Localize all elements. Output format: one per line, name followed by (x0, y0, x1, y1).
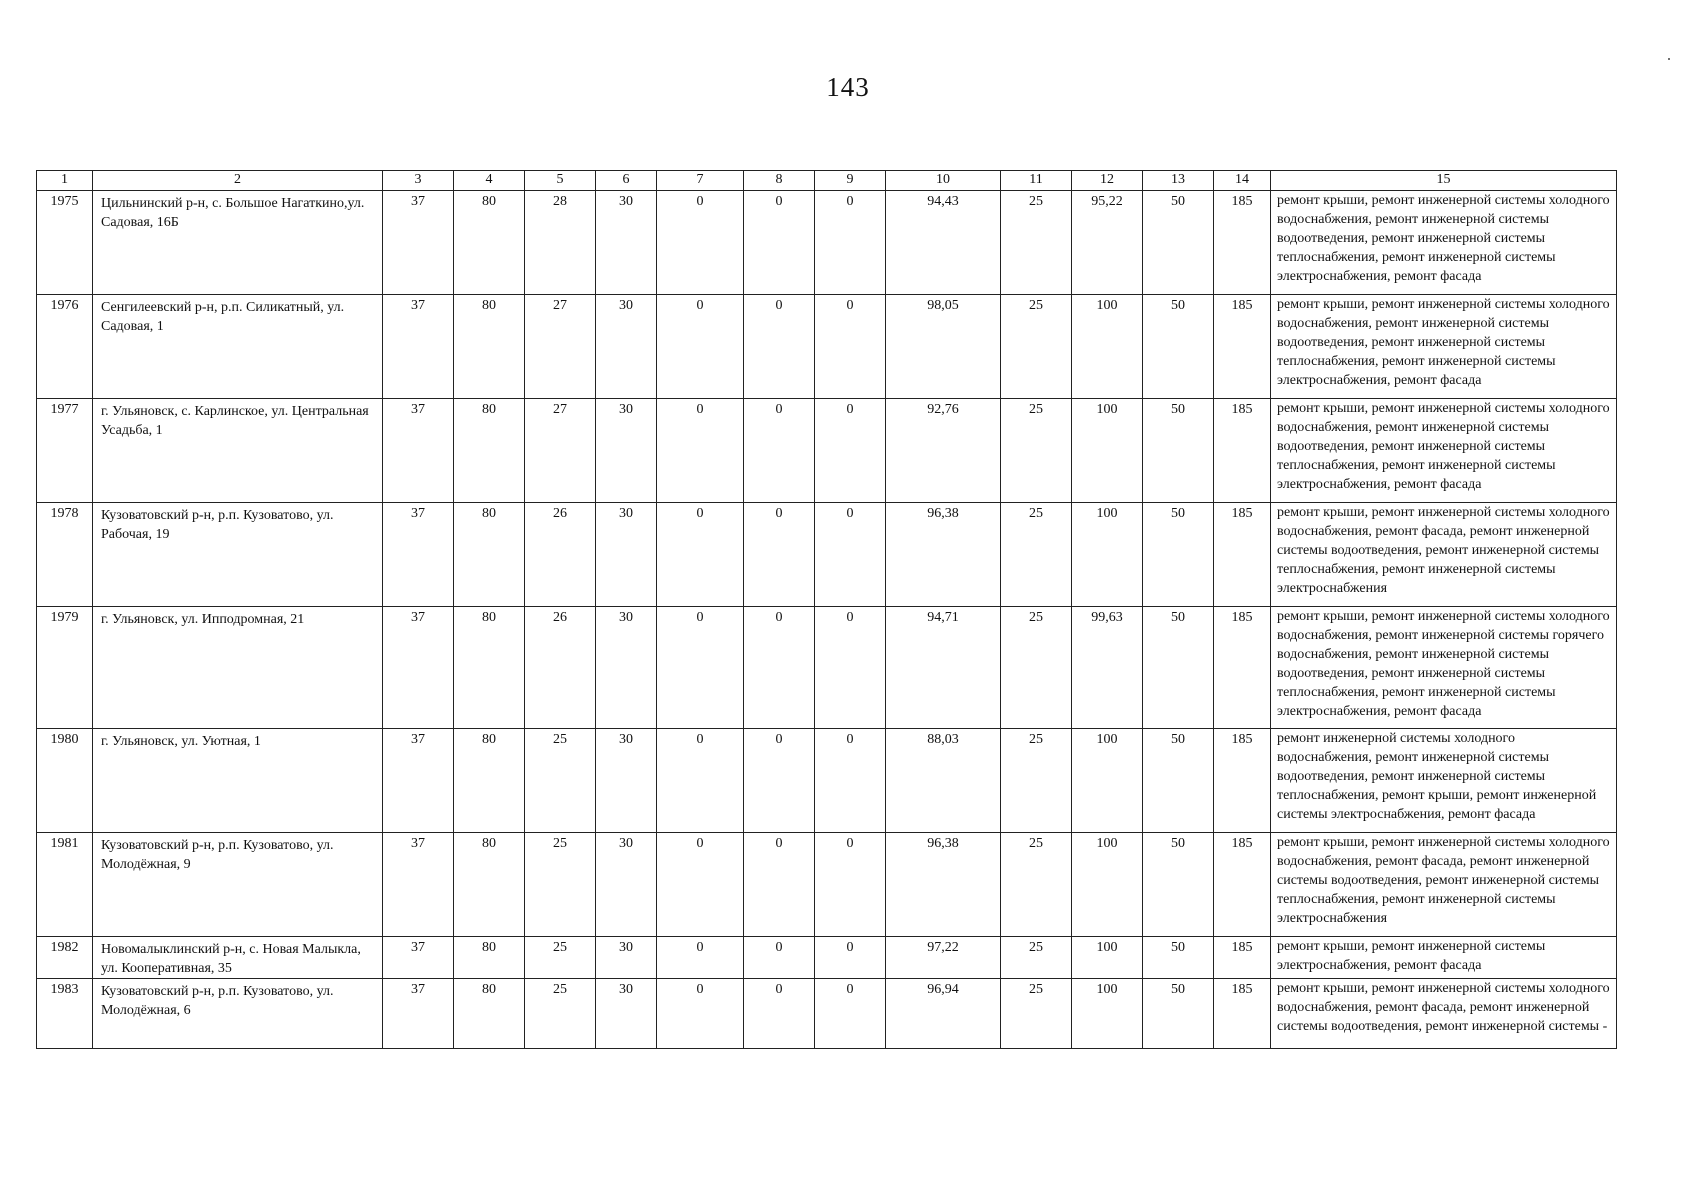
cell-c9: 0 (815, 503, 886, 607)
cell-c14: 185 (1214, 399, 1271, 503)
cell-row-number: 1977 (37, 399, 93, 503)
cell-c14: 185 (1214, 191, 1271, 295)
table-row (37, 607, 1617, 729)
scan-speck (1668, 58, 1670, 60)
cell-c6: 30 (596, 191, 657, 295)
cell-c12: 95,22 (1072, 191, 1143, 295)
cell-c13: 50 (1143, 191, 1214, 295)
cell-c9: 0 (815, 937, 886, 979)
column-header-10: 10 (886, 171, 1001, 191)
cell-c14: 185 (1214, 295, 1271, 399)
cell-c7: 0 (657, 399, 744, 503)
cell-c3: 37 (383, 295, 454, 399)
cell-c10: 96,38 (886, 503, 1001, 607)
cell-c7: 0 (657, 937, 744, 979)
column-header-7: 7 (657, 171, 744, 191)
cell-c9: 0 (815, 607, 886, 729)
cell-c14: 185 (1214, 937, 1271, 979)
cell-c11: 25 (1001, 399, 1072, 503)
column-header-1: 1 (37, 171, 93, 191)
cell-c5: 25 (525, 729, 596, 833)
cell-c6: 30 (596, 937, 657, 979)
cell-c8: 0 (744, 191, 815, 295)
cell-c6: 30 (596, 729, 657, 833)
cell-address: Сенгилеевский р-н, р.п. Силикатный, ул. Садовая, 1 (93, 295, 383, 399)
cell-c7: 0 (657, 833, 744, 937)
column-header-13: 13 (1143, 171, 1214, 191)
cell-address: Новомалыклинский р-н, с. Новая Малыкла, ул. Кооперативная, 35 (93, 937, 383, 979)
cell-row-number: 1978 (37, 503, 93, 607)
cell-c12: 99,63 (1072, 607, 1143, 729)
cell-work-types: ремонт крыши, ремонт инженерной системы холодного водоснабжения, ремонт инженерной системы водоотведения, ремонт инженерной системы теплоснабжения, ремонт инженерной системы электроснабжения, ремонт фасада (1271, 399, 1617, 503)
cell-work-types: ремонт крыши, ремонт инженерной системы холодного водоснабжения, ремонт фасада, ремонт инженерной системы водоотведения, ремонт инженерной системы - (1271, 979, 1617, 1049)
cell-c12: 100 (1072, 295, 1143, 399)
column-header-12: 12 (1072, 171, 1143, 191)
cell-c5: 27 (525, 295, 596, 399)
cell-c6: 30 (596, 607, 657, 729)
cell-c13: 50 (1143, 937, 1214, 979)
cell-c12: 100 (1072, 399, 1143, 503)
cell-row-number: 1976 (37, 295, 93, 399)
cell-c9: 0 (815, 979, 886, 1049)
cell-c11: 25 (1001, 729, 1072, 833)
cell-c8: 0 (744, 607, 815, 729)
cell-c10: 96,38 (886, 833, 1001, 937)
cell-c14: 185 (1214, 729, 1271, 833)
cell-c9: 0 (815, 399, 886, 503)
cell-c10: 88,03 (886, 729, 1001, 833)
cell-c3: 37 (383, 503, 454, 607)
table-body (37, 191, 1617, 1049)
column-header-11: 11 (1001, 171, 1072, 191)
cell-c3: 37 (383, 191, 454, 295)
cell-c9: 0 (815, 729, 886, 833)
cell-c9: 0 (815, 833, 886, 937)
cell-c8: 0 (744, 503, 815, 607)
cell-c4: 80 (454, 937, 525, 979)
cell-c12: 100 (1072, 833, 1143, 937)
column-header-6: 6 (596, 171, 657, 191)
cell-c12: 100 (1072, 503, 1143, 607)
cell-c11: 25 (1001, 979, 1072, 1049)
cell-work-types: ремонт крыши, ремонт инженерной системы холодного водоснабжения, ремонт инженерной системы водоотведения, ремонт инженерной системы теплоснабжения, ремонт инженерной системы электроснабжения, ремонт фасада (1271, 295, 1617, 399)
cell-c8: 0 (744, 833, 815, 937)
cell-c7: 0 (657, 295, 744, 399)
table-row (37, 937, 1617, 979)
capital-repair-table (36, 170, 1617, 1049)
cell-c7: 0 (657, 729, 744, 833)
cell-c3: 37 (383, 937, 454, 979)
cell-c6: 30 (596, 833, 657, 937)
cell-c13: 50 (1143, 833, 1214, 937)
cell-c8: 0 (744, 729, 815, 833)
cell-work-types: ремонт крыши, ремонт инженерной системы электроснабжения, ремонт фасада (1271, 937, 1617, 979)
cell-row-number: 1975 (37, 191, 93, 295)
cell-c11: 25 (1001, 937, 1072, 979)
cell-c4: 80 (454, 833, 525, 937)
cell-c5: 27 (525, 399, 596, 503)
cell-work-types: ремонт крыши, ремонт инженерной системы холодного водоснабжения, ремонт инженерной системы водоотведения, ремонт инженерной системы теплоснабжения, ремонт инженерной системы электроснабжения, ремонт фасада (1271, 191, 1617, 295)
cell-c5: 25 (525, 833, 596, 937)
cell-c10: 97,22 (886, 937, 1001, 979)
cell-c9: 0 (815, 191, 886, 295)
cell-c10: 92,76 (886, 399, 1001, 503)
cell-c4: 80 (454, 399, 525, 503)
cell-c10: 94,43 (886, 191, 1001, 295)
column-header-5: 5 (525, 171, 596, 191)
cell-c8: 0 (744, 979, 815, 1049)
cell-c13: 50 (1143, 399, 1214, 503)
cell-c13: 50 (1143, 729, 1214, 833)
cell-address: г. Ульяновск, ул. Уютная, 1 (93, 729, 383, 833)
cell-c3: 37 (383, 607, 454, 729)
column-header-2: 2 (93, 171, 383, 191)
cell-address: г. Ульяновск, ул. Ипподромная, 21 (93, 607, 383, 729)
cell-address: Кузоватовский р-н, р.п. Кузоватово, ул. Молодёжная, 6 (93, 979, 383, 1049)
cell-work-types: ремонт крыши, ремонт инженерной системы холодного водоснабжения, ремонт фасада, ремонт инженерной системы водоотведения, ремонт инженерной системы теплоснабжения, ремонт инженерной системы электроснабжения (1271, 833, 1617, 937)
cell-c12: 100 (1072, 729, 1143, 833)
cell-c11: 25 (1001, 833, 1072, 937)
cell-c13: 50 (1143, 607, 1214, 729)
cell-c12: 100 (1072, 937, 1143, 979)
cell-c12: 100 (1072, 979, 1143, 1049)
cell-c5: 28 (525, 191, 596, 295)
cell-c8: 0 (744, 937, 815, 979)
cell-address: Кузоватовский р-н, р.п. Кузоватово, ул. Рабочая, 19 (93, 503, 383, 607)
cell-c4: 80 (454, 729, 525, 833)
cell-c11: 25 (1001, 503, 1072, 607)
cell-row-number: 1982 (37, 937, 93, 979)
cell-c6: 30 (596, 979, 657, 1049)
table-row (37, 729, 1617, 833)
cell-c14: 185 (1214, 607, 1271, 729)
cell-address: Кузоватовский р-н, р.п. Кузоватово, ул. Молодёжная, 9 (93, 833, 383, 937)
cell-address: Цильнинский р-н, с. Большое Нагаткино,ул. Садовая, 16Б (93, 191, 383, 295)
column-header-3: 3 (383, 171, 454, 191)
column-header-9: 9 (815, 171, 886, 191)
cell-c4: 80 (454, 503, 525, 607)
cell-c7: 0 (657, 979, 744, 1049)
cell-address: г. Ульяновск, с. Карлинское, ул. Центральная Усадьба, 1 (93, 399, 383, 503)
cell-c4: 80 (454, 295, 525, 399)
cell-row-number: 1979 (37, 607, 93, 729)
cell-c14: 185 (1214, 503, 1271, 607)
cell-c4: 80 (454, 607, 525, 729)
column-header-8: 8 (744, 171, 815, 191)
table-row (37, 295, 1617, 399)
cell-work-types: ремонт крыши, ремонт инженерной системы холодного водоснабжения, ремонт инженерной системы горячего водоснабжения, ремонт инженерной системы водоотведения, ремонт инженерной системы теплоснабжения, ремонт инженерной системы электроснабжения, ремонт фасада (1271, 607, 1617, 729)
column-header-4: 4 (454, 171, 525, 191)
column-header-15: 15 (1271, 171, 1617, 191)
table-row (37, 399, 1617, 503)
cell-c14: 185 (1214, 979, 1271, 1049)
cell-c3: 37 (383, 399, 454, 503)
column-header-14: 14 (1214, 171, 1271, 191)
cell-c4: 80 (454, 191, 525, 295)
cell-work-types: ремонт инженерной системы холодного водоснабжения, ремонт инженерной системы водоотведения, ремонт инженерной системы теплоснабжения, ремонт крыши, ремонт инженерной системы электроснабжения, ремонт фасада (1271, 729, 1617, 833)
cell-c6: 30 (596, 295, 657, 399)
table-row (37, 833, 1617, 937)
cell-c13: 50 (1143, 295, 1214, 399)
cell-c11: 25 (1001, 295, 1072, 399)
cell-c6: 30 (596, 503, 657, 607)
cell-c3: 37 (383, 979, 454, 1049)
cell-c5: 25 (525, 979, 596, 1049)
cell-c4: 80 (454, 979, 525, 1049)
table-row (37, 503, 1617, 607)
cell-work-types: ремонт крыши, ремонт инженерной системы холодного водоснабжения, ремонт фасада, ремонт инженерной системы водоотведения, ремонт инженерной системы теплоснабжения, ремонт инженерной системы электроснабжения (1271, 503, 1617, 607)
cell-row-number: 1980 (37, 729, 93, 833)
table-row (37, 979, 1617, 1049)
cell-c13: 50 (1143, 503, 1214, 607)
cell-c3: 37 (383, 729, 454, 833)
cell-row-number: 1981 (37, 833, 93, 937)
cell-c10: 96,94 (886, 979, 1001, 1049)
cell-c3: 37 (383, 833, 454, 937)
cell-c7: 0 (657, 607, 744, 729)
cell-c11: 25 (1001, 607, 1072, 729)
cell-c14: 185 (1214, 833, 1271, 937)
cell-c11: 25 (1001, 191, 1072, 295)
cell-c8: 0 (744, 295, 815, 399)
cell-c10: 94,71 (886, 607, 1001, 729)
cell-c7: 0 (657, 503, 744, 607)
page-number: 143 (826, 72, 870, 102)
cell-c5: 25 (525, 937, 596, 979)
cell-c5: 26 (525, 503, 596, 607)
cell-c6: 30 (596, 399, 657, 503)
cell-row-number: 1983 (37, 979, 93, 1049)
header-row (37, 171, 1617, 191)
cell-c5: 26 (525, 607, 596, 729)
table-row (37, 191, 1617, 295)
cell-c7: 0 (657, 191, 744, 295)
cell-c9: 0 (815, 295, 886, 399)
cell-c8: 0 (744, 399, 815, 503)
cell-c10: 98,05 (886, 295, 1001, 399)
cell-c13: 50 (1143, 979, 1214, 1049)
